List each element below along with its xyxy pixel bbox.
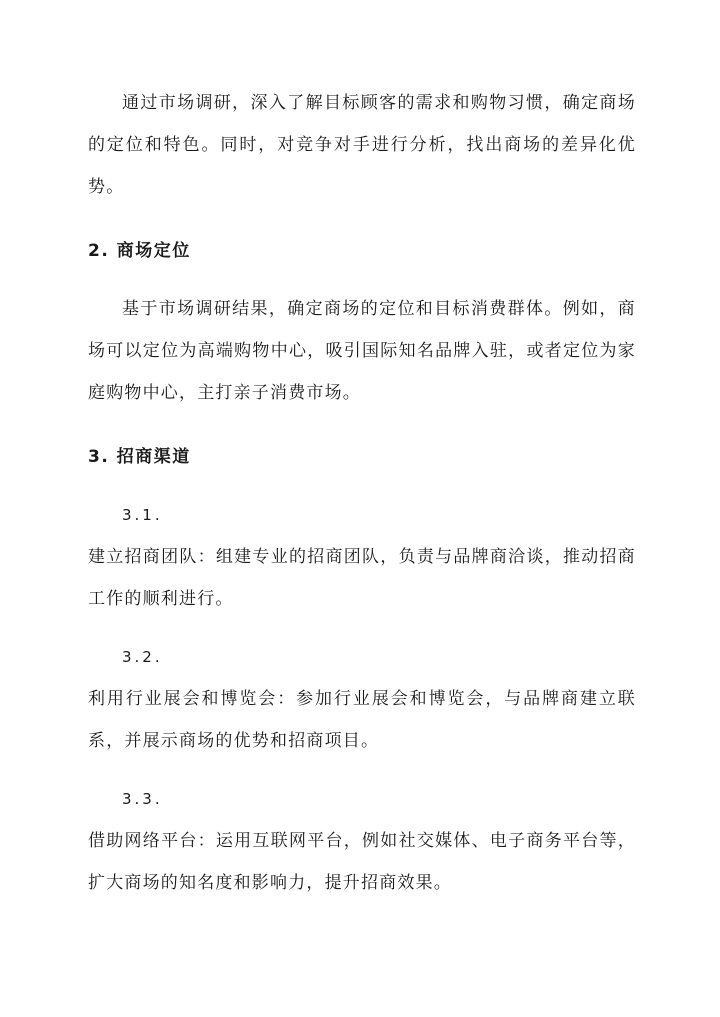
section-3-heading: 3. 招商渠道 [88, 447, 191, 467]
section-2-heading: 2. 商场定位 [88, 241, 191, 261]
item-3-3-text: 借助网络平台：运用互联网平台，例如社交媒体、电子商务平台等，扩大商场的知名度和影响力，提升招商效果。 [88, 831, 636, 893]
item-3-2-text: 利用行业展会和博览会：参加行业展会和博览会，与品牌商建立联系，并展示商场的优势和招商项目。 [88, 689, 636, 751]
intro-paragraph: 通过市场调研，深入了解目标顾客的需求和购物习惯，确定商场的定位和特色。同时，对竞争对手进行分析，找出商场的差异化优势。 [88, 93, 636, 197]
item-3-1-text: 建立招商团队：组建专业的招商团队，负责与品牌商洽谈，推动招商工作的顺利进行。 [88, 547, 636, 609]
document-page [88, 82, 636, 904]
item-3-1-number: 3.1. [122, 506, 163, 524]
item-3-3-number: 3.3. [122, 790, 163, 808]
section-2-paragraph: 基于市场调研结果，确定商场的定位和目标消费群体。例如，商场可以定位为高端购物中心，吸引国际知名品牌入驻，或者定位为家庭购物中心，主打亲子消费市场。 [88, 299, 636, 403]
item-3-2-number: 3.2. [122, 648, 163, 666]
